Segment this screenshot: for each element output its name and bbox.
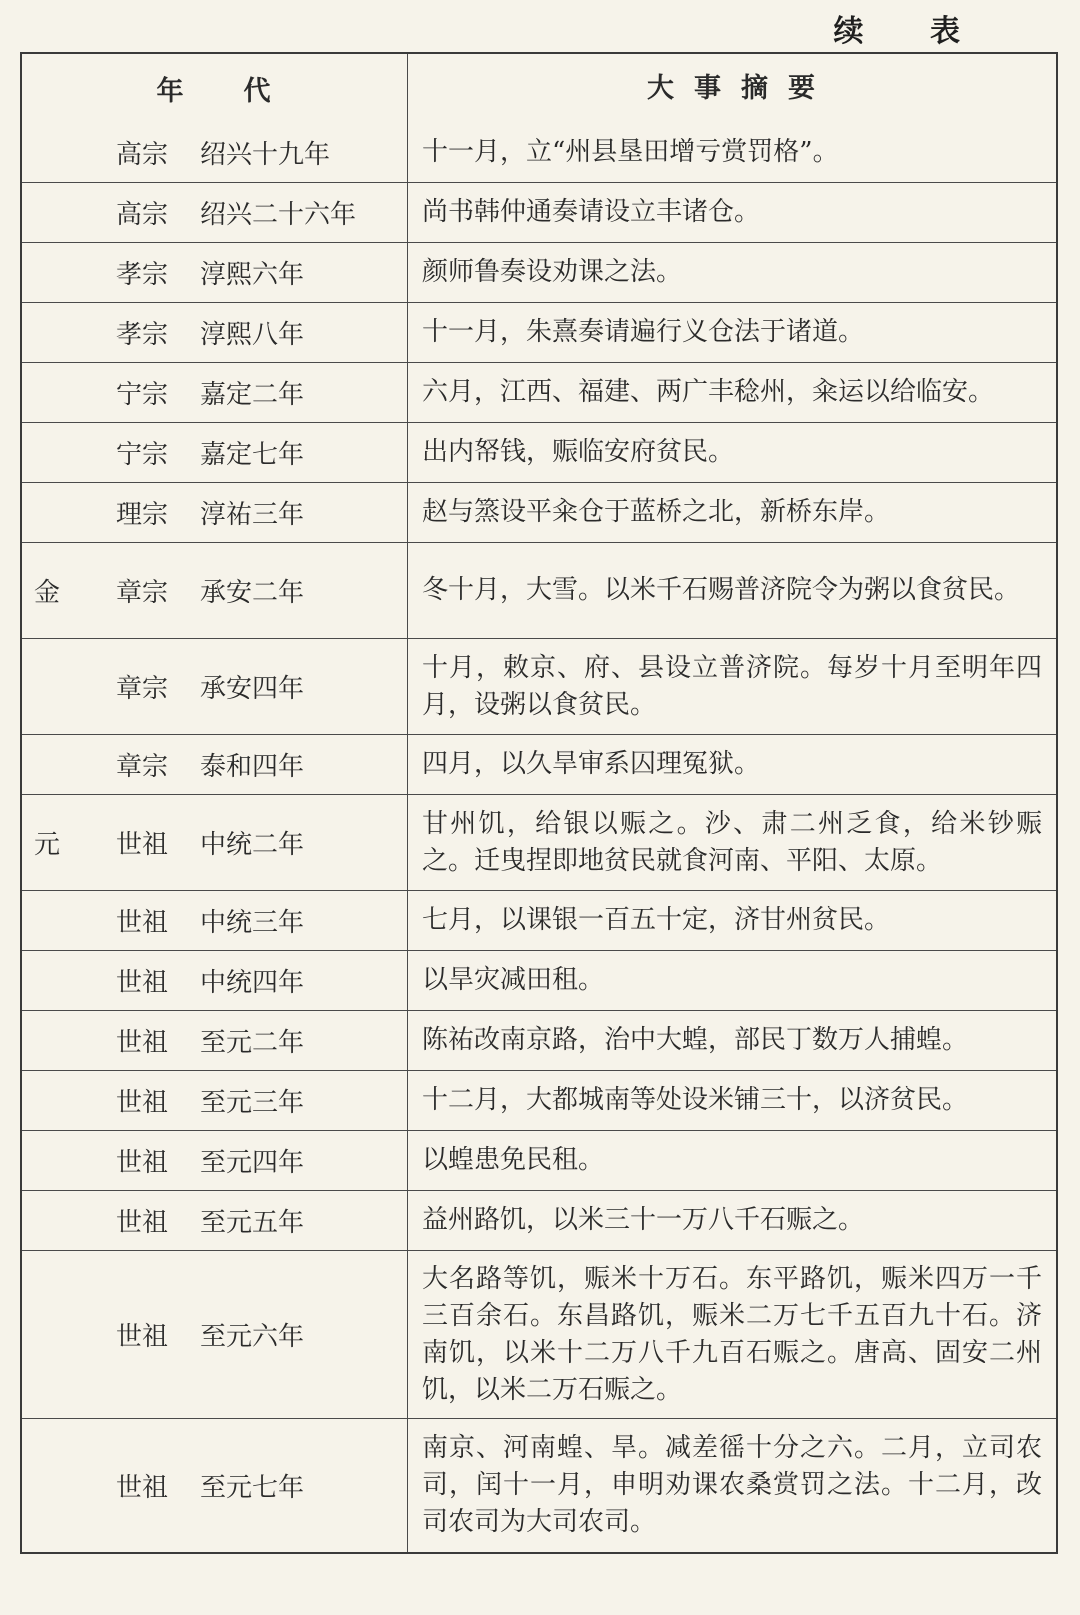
event-text: 十一月，立“州县垦田增亏赏罚格”。 xyxy=(422,136,839,167)
table-body xyxy=(22,122,1056,1552)
table-row xyxy=(22,362,1056,422)
event-text: 尚书韩仲通奏请设立丰诸仓。 xyxy=(422,197,761,227)
era-cell xyxy=(22,795,408,890)
event-text: 冬十月，大雪。以米千石赐普济院令为粥以食贫民。 xyxy=(422,575,1021,605)
emperor-label: 宁宗 xyxy=(116,380,169,410)
era-name-label: 至元三年 xyxy=(200,1088,305,1118)
era-cell xyxy=(22,183,408,242)
era-cell xyxy=(22,483,408,542)
emperor-label: 世祖 xyxy=(116,1208,169,1238)
era-name-label: 中统二年 xyxy=(200,830,305,860)
emperor-label: 孝宗 xyxy=(116,260,169,290)
era-name-label: 嘉定七年 xyxy=(200,440,305,470)
event-text: 四月，以久旱审系囚理冤狱。 xyxy=(422,749,761,779)
era-cell xyxy=(22,891,408,950)
event-text: 赵与篜设平籴仓于蓝桥之北，新桥东岸。 xyxy=(422,497,891,527)
header-era xyxy=(22,54,408,122)
table-row xyxy=(22,1010,1056,1070)
event-cell xyxy=(408,1419,1056,1552)
event-cell xyxy=(408,122,1056,182)
table-row xyxy=(22,542,1056,638)
dynasty-label: 金 xyxy=(34,578,61,608)
table-header-row xyxy=(22,54,1056,122)
emperor-label: 孝宗 xyxy=(116,320,169,350)
emperor-label: 世祖 xyxy=(116,1473,169,1503)
emperor-label: 世祖 xyxy=(116,1322,169,1352)
header-events-char-2: 事 xyxy=(694,72,723,104)
era-cell xyxy=(22,1071,408,1130)
era-cell xyxy=(22,1011,408,1070)
era-name-label: 承安四年 xyxy=(200,674,305,704)
table-row xyxy=(22,1190,1056,1250)
emperor-label: 世祖 xyxy=(116,1148,169,1178)
era-name-label: 淳熙八年 xyxy=(200,320,305,350)
era-name-label: 绍兴十九年 xyxy=(200,139,331,170)
era-name-label: 至元六年 xyxy=(200,1322,305,1352)
event-text: 七月，以课银一百五十定，济甘州贫民。 xyxy=(422,905,891,935)
header-events-char-3: 摘 xyxy=(741,72,770,104)
table-row xyxy=(22,1070,1056,1130)
era-cell xyxy=(22,363,408,422)
table-row xyxy=(22,890,1056,950)
table-row xyxy=(22,182,1056,242)
era-name-label: 淳祐三年 xyxy=(200,500,305,530)
event-cell xyxy=(408,1191,1056,1250)
continued-table-label: 续 表 xyxy=(833,14,988,49)
event-cell xyxy=(408,639,1056,734)
event-text: 益州路饥，以米三十一万八千石赈之。 xyxy=(422,1205,865,1235)
event-text: 甘州饥，给银以赈之。沙、肃二州乏食，给米钞赈之。迁曳捏即地贫民就食河南、平阳、太原。 xyxy=(422,808,1042,876)
era-name-label: 承安二年 xyxy=(200,578,305,608)
era-cell xyxy=(22,1251,408,1418)
dynasty-label: 元 xyxy=(34,830,61,860)
header-era-char-2: 代 xyxy=(243,75,273,107)
event-text: 以蝗患免民租。 xyxy=(422,1145,605,1175)
emperor-label: 世祖 xyxy=(116,830,169,860)
era-cell xyxy=(22,243,408,302)
event-text: 出内帑钱，赈临安府贫民。 xyxy=(422,437,735,467)
era-name-label: 至元二年 xyxy=(200,1028,305,1058)
table-row xyxy=(22,950,1056,1010)
event-cell xyxy=(408,1131,1056,1190)
era-cell xyxy=(22,1419,408,1552)
event-cell xyxy=(408,483,1056,542)
era-name-label: 至元四年 xyxy=(200,1148,305,1178)
event-text: 大名路等饥，赈米十万石。东平路饥，赈米四万一千三百余石。东昌路饥，赈米二万七千五百九十石。济南饥，以米十二万八千九百石赈之。唐高、固安二州饥，以米二万石赈之。 xyxy=(422,1263,1042,1405)
emperor-label: 章宗 xyxy=(116,578,169,608)
event-text: 十二月，大都城南等处设米铺三十，以济贫民。 xyxy=(422,1085,969,1115)
event-cell xyxy=(408,423,1056,482)
era-cell xyxy=(22,1191,408,1250)
era-cell xyxy=(22,543,408,638)
emperor-label: 章宗 xyxy=(116,752,169,782)
event-cell xyxy=(408,951,1056,1010)
table-row xyxy=(22,1250,1056,1418)
table-row xyxy=(22,422,1056,482)
event-cell xyxy=(408,363,1056,422)
table-row xyxy=(22,122,1056,182)
table-row xyxy=(22,482,1056,542)
emperor-label: 世祖 xyxy=(116,968,169,998)
emperor-label: 世祖 xyxy=(116,1028,169,1058)
event-cell xyxy=(408,243,1056,302)
emperor-label: 高宗 xyxy=(116,139,169,170)
era-name-label: 中统三年 xyxy=(200,908,305,938)
era-cell xyxy=(22,951,408,1010)
header-events-char-1: 大 xyxy=(647,72,676,104)
era-name-label: 泰和四年 xyxy=(200,752,305,782)
table-row xyxy=(22,242,1056,302)
table-row xyxy=(22,638,1056,734)
event-cell xyxy=(408,1251,1056,1418)
history-table xyxy=(20,52,1058,1554)
emperor-label: 世祖 xyxy=(116,1088,169,1118)
event-text: 六月，江西、福建、两广丰稔州，籴运以给临安。 xyxy=(422,377,995,407)
table-row xyxy=(22,302,1056,362)
header-events-char-4: 要 xyxy=(788,72,817,104)
emperor-label: 宁宗 xyxy=(116,440,169,470)
era-cell xyxy=(22,122,408,182)
era-name-label: 绍兴二十六年 xyxy=(200,200,357,230)
event-cell xyxy=(408,735,1056,794)
era-name-label: 至元五年 xyxy=(200,1208,305,1238)
event-text: 十一月，朱熹奏请遍行义仓法于诸道。 xyxy=(422,317,865,347)
event-cell xyxy=(408,303,1056,362)
era-cell xyxy=(22,1131,408,1190)
header-events xyxy=(408,54,1056,122)
era-cell xyxy=(22,735,408,794)
era-name-label: 至元七年 xyxy=(200,1473,305,1503)
emperor-label: 章宗 xyxy=(116,674,169,704)
table-row xyxy=(22,794,1056,890)
emperor-label: 高宗 xyxy=(116,200,169,230)
table-row xyxy=(22,1130,1056,1190)
table-row xyxy=(22,734,1056,794)
era-name-label: 淳熙六年 xyxy=(200,260,305,290)
event-cell xyxy=(408,1011,1056,1070)
event-text: 以旱灾减田租。 xyxy=(422,965,605,995)
event-text: 颜师鲁奏设劝课之法。 xyxy=(422,257,683,287)
era-cell xyxy=(22,423,408,482)
era-name-label: 中统四年 xyxy=(200,968,305,998)
era-cell xyxy=(22,303,408,362)
event-text: 十月，敕京、府、县设立普济院。每岁十月至明年四月，设粥以食贫民。 xyxy=(422,652,1042,720)
event-cell xyxy=(408,543,1056,638)
event-cell xyxy=(408,891,1056,950)
event-cell xyxy=(408,183,1056,242)
table-row xyxy=(22,1418,1056,1552)
header-era-char-1: 年 xyxy=(156,75,186,107)
era-name-label: 嘉定二年 xyxy=(200,380,305,410)
emperor-label: 世祖 xyxy=(116,908,169,938)
event-text: 陈祐改南京路，治中大蝗，部民丁数万人捕蝗。 xyxy=(422,1025,969,1055)
event-cell xyxy=(408,795,1056,890)
emperor-label: 理宗 xyxy=(116,500,169,530)
event-cell xyxy=(408,1071,1056,1130)
event-text: 南京、河南蝗、旱。减差徭十分之六。二月，立司农司，闰十一月，申明劝课农桑赏罚之法。十二月，改司农司为大司农司。 xyxy=(422,1433,1042,1537)
era-cell xyxy=(22,639,408,734)
